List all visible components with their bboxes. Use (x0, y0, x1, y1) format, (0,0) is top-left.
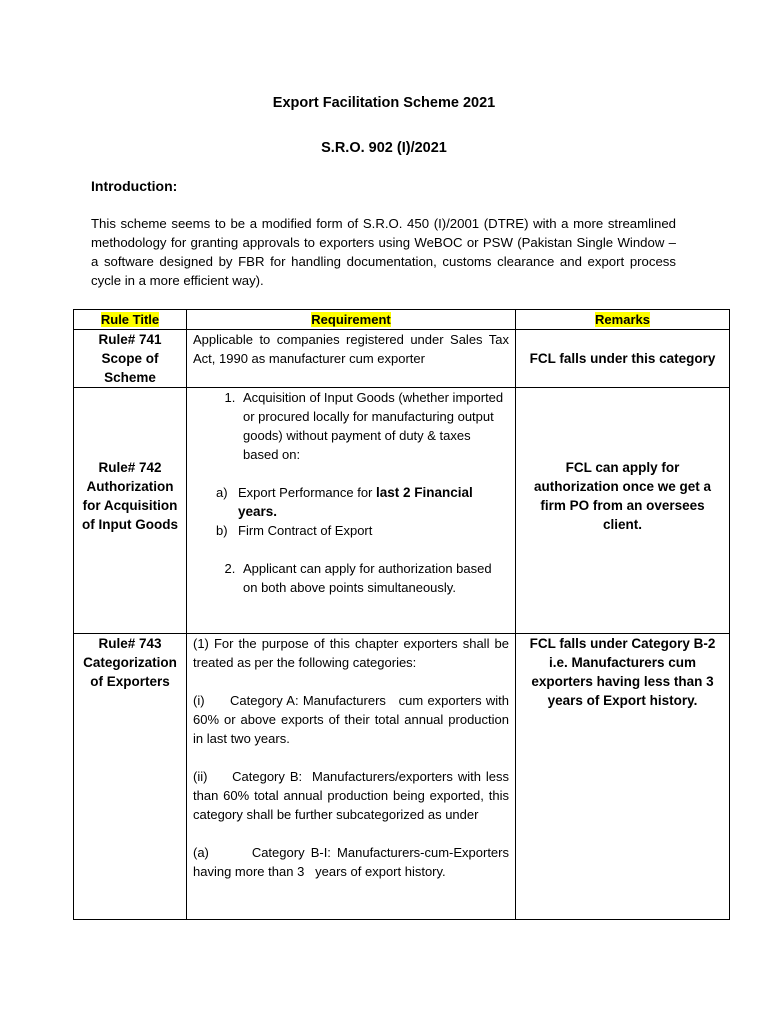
document-subtitle: S.R.O. 902 (I)/2021 (321, 140, 447, 156)
table-row (74, 388, 730, 634)
requirement-cell (187, 634, 516, 920)
remarks-cell: FCL falls under Category B-2 i.e. Manufacturers cum exporters having less than 3 years of Export history. (516, 634, 730, 920)
document-title: Export Facilitation Scheme 2021 (272, 95, 496, 111)
table-row (74, 634, 730, 920)
requirement-cell: Applicable to companies registered under Sales Tax Act, 1990 as manufacturer cum exporter (187, 330, 516, 388)
header-remarks: Remarks (516, 310, 730, 330)
requirement-paragraph: (ii) Category B: Manufacturers/exporters with less than 60% total annual production being exported, this category shall be further subcategorized as under (193, 769, 513, 822)
header-requirement: Requirement (187, 310, 516, 330)
header-rule-title: Rule Title (74, 310, 187, 330)
sub-list (193, 483, 509, 540)
rule-cell: Rule# 741 Scope of Scheme (74, 330, 187, 388)
list-item: 2. Applicant can apply for authorization based on both above points simultaneously. (239, 559, 509, 597)
table-header-row (74, 310, 730, 330)
list-item: a) Export Performance for last 2 Financial years. (216, 485, 473, 519)
list-item: b) Firm Contract of Export (216, 523, 373, 538)
rule-cell: Rule# 743 Categorization of Exporters (74, 634, 187, 920)
remarks-cell: FCL falls under this category (516, 330, 730, 388)
intro-paragraph: This scheme seems to be a modified form of S.R.O. 450 (I)/2001 (DTRE) with a more streamlined methodology for granting approvals to exporters using WeBOC or PSW (Pakistan Single Window – a software designed by FBR for handling documentation, customs clearance and export process cycle in a more efficient way). (91, 216, 676, 288)
remarks-cell: FCL can apply for authorization once we get a firm PO from an oversees client. (516, 388, 730, 634)
requirement-list (193, 559, 509, 597)
requirement-paragraph: (1) For the purpose of this chapter exporters shall be treated as per the following categories: (193, 636, 509, 670)
rules-table (73, 309, 730, 920)
rule-cell: Rule# 742 Authorization for Acquisition of Input Goods (74, 388, 187, 634)
table-row (74, 330, 730, 388)
requirement-paragraph: (a) Category B-I: Manufacturers-cum-Exporters having more than 3 years of export history. (193, 845, 513, 879)
list-item: 1. Acquisition of Input Goods (whether imported or procured locally for manufacturing output goods) without payment of duty & taxes based on: (239, 388, 509, 464)
requirement-cell (187, 388, 516, 634)
intro-heading: Introduction: (91, 178, 178, 194)
requirement-paragraph: (i) Category A: Manufacturers cum exporters with 60% or above exports of their total annual production in last two years. (193, 693, 513, 746)
requirement-list (193, 388, 509, 464)
